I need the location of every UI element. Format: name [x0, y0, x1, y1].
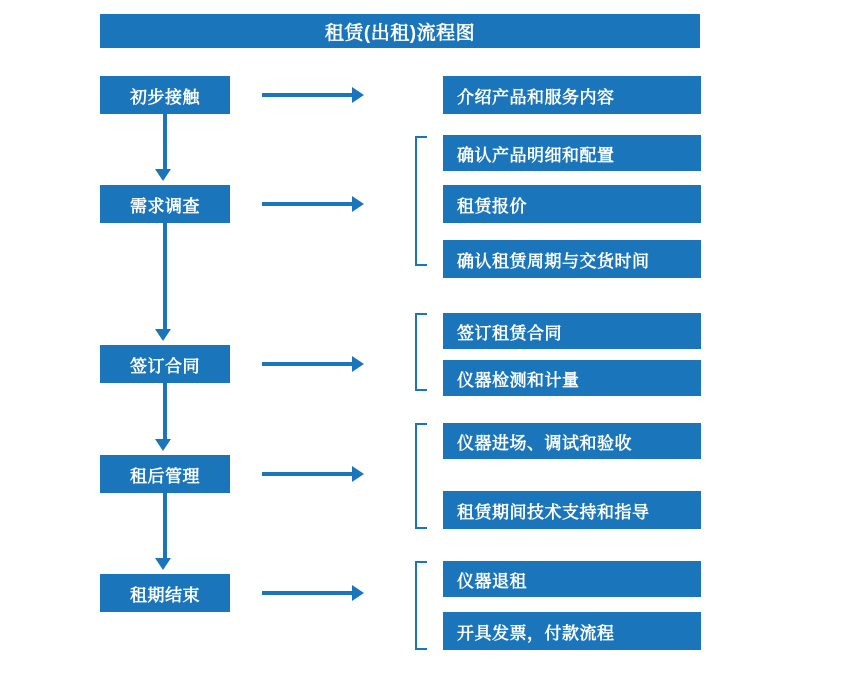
detail-box-g4-2[interactable]: 租赁期间技术支持和指导: [443, 491, 701, 529]
detail-box-g2-2[interactable]: 租赁报价: [443, 185, 701, 223]
bracket-group2: [415, 136, 427, 266]
stage-box-5[interactable]: 租期结束: [100, 574, 230, 612]
arrow-stage2-details-head: [352, 196, 364, 212]
arrow-stage5-details-line: [262, 591, 352, 595]
arrow-stage2-details-line: [262, 202, 352, 206]
stage-box-2[interactable]: 需求调查: [100, 185, 230, 223]
bracket-group3: [415, 313, 427, 391]
connector-stage1-stage2-line: [163, 114, 167, 169]
connector-stage4-stage5-arrow: [155, 558, 171, 570]
arrow-stage4-details-line: [262, 472, 352, 476]
detail-box-g5-1[interactable]: 仪器退租: [443, 561, 701, 597]
bracket-group5: [415, 561, 427, 650]
stage-box-1[interactable]: 初步接触: [100, 76, 230, 114]
detail-box-g1-1[interactable]: 介绍产品和服务内容: [443, 76, 701, 114]
connector-stage4-stage5-line: [163, 493, 167, 558]
detail-box-g4-1[interactable]: 仪器进场、调试和验收: [443, 423, 701, 459]
detail-box-g5-2[interactable]: 开具发票，付款流程: [443, 612, 701, 650]
diagram-title: 租赁(出租)流程图: [100, 14, 700, 48]
connector-stage3-stage4-arrow: [155, 439, 171, 451]
detail-box-g3-1[interactable]: 签订租赁合同: [443, 313, 701, 349]
detail-box-g3-2[interactable]: 仪器检测和计量: [443, 360, 701, 396]
arrow-stage3-details-line: [262, 362, 352, 366]
connector-stage2-stage3-line: [163, 223, 167, 329]
arrow-stage5-details-head: [352, 585, 364, 601]
connector-stage3-stage4-line: [163, 383, 167, 439]
stage-box-4[interactable]: 租后管理: [100, 455, 230, 493]
bracket-group4: [415, 423, 427, 529]
arrow-stage4-details-head: [352, 466, 364, 482]
arrow-stage3-details-head: [352, 356, 364, 372]
stage-box-3[interactable]: 签订合同: [100, 345, 230, 383]
arrow-stage1-details-line: [262, 93, 352, 97]
connector-stage2-stage3-arrow: [155, 329, 171, 341]
arrow-stage1-details-head: [352, 87, 364, 103]
connector-stage1-stage2-arrow: [155, 169, 171, 181]
detail-box-g2-3[interactable]: 确认租赁周期与交货时间: [443, 240, 701, 278]
detail-box-g2-1[interactable]: 确认产品明细和配置: [443, 135, 701, 171]
